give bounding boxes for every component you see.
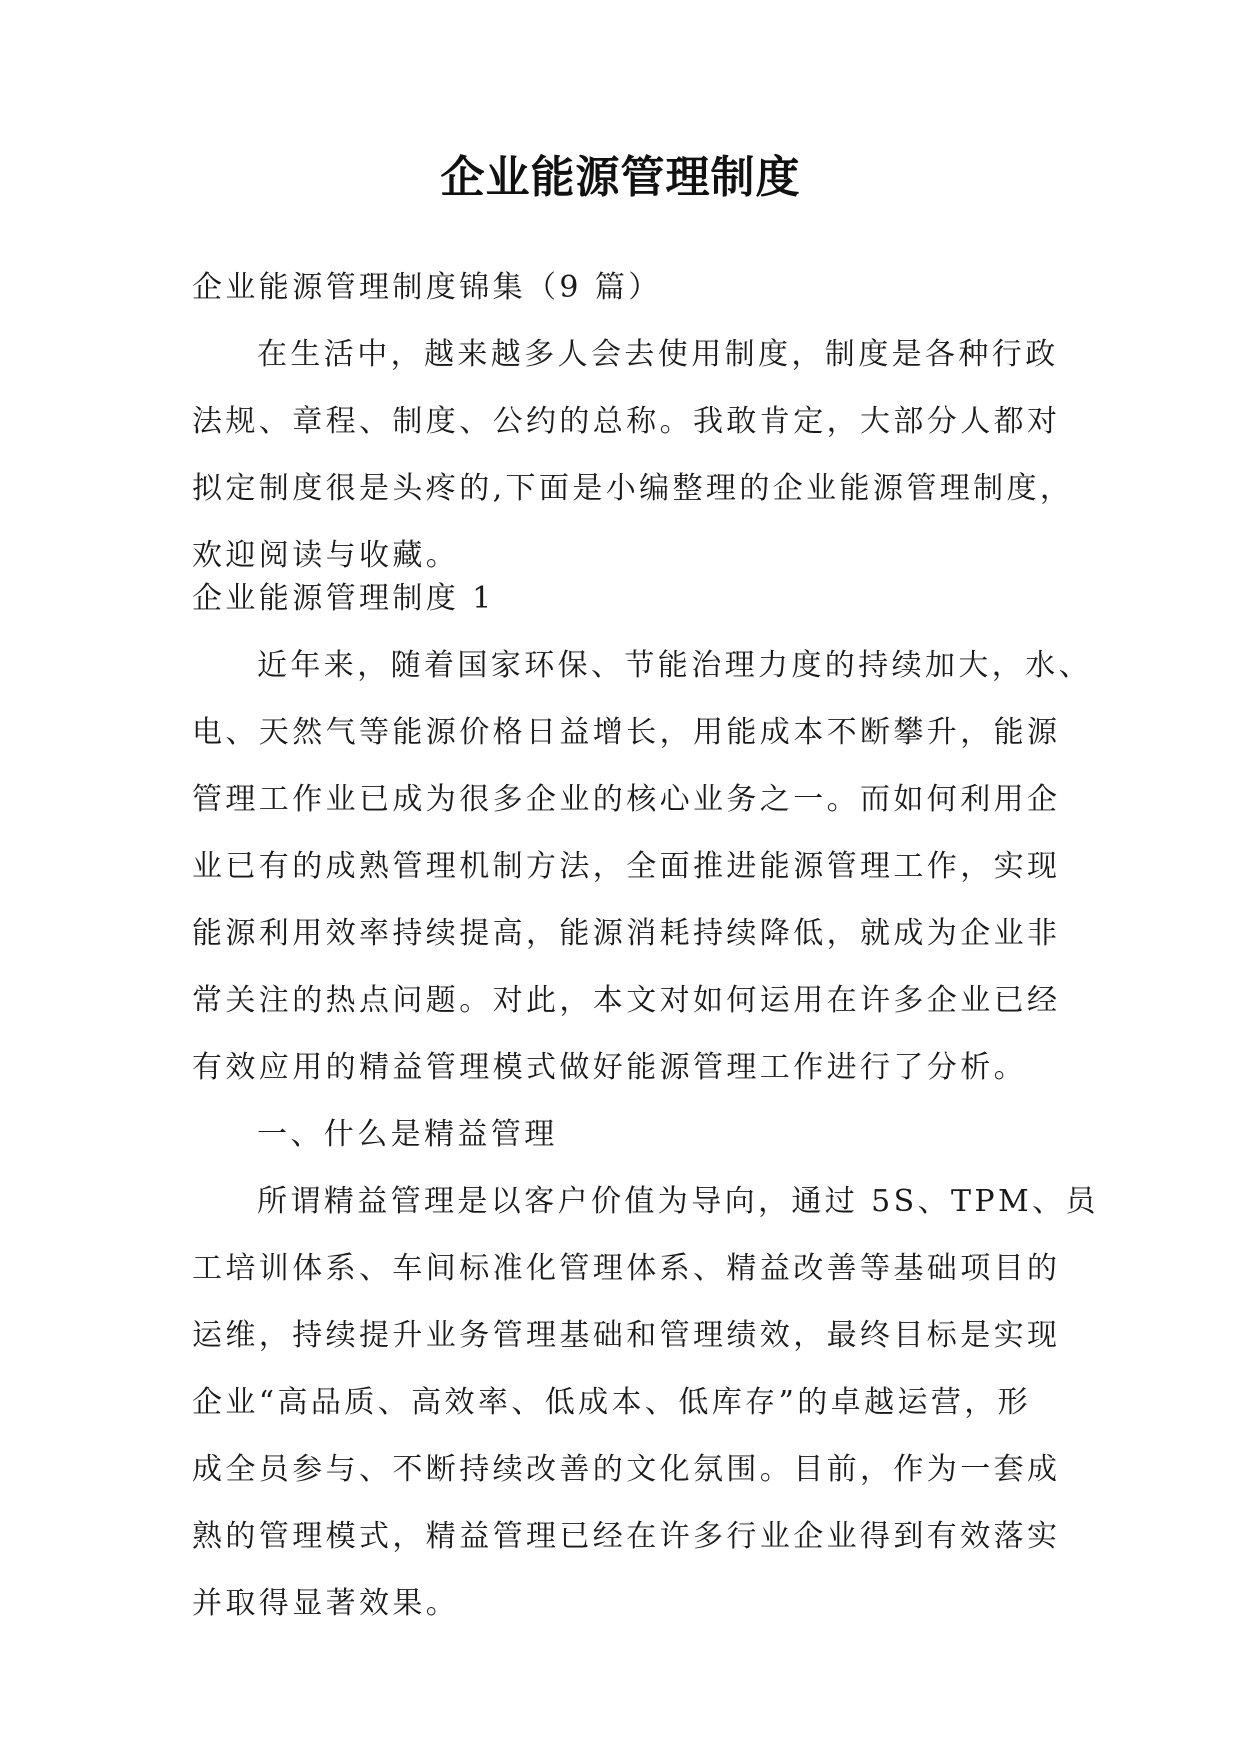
paragraph-line: 成全员参与、不断持续改善的文化氛围。目前，作为一套成 xyxy=(192,1452,1061,1487)
paragraph-line: 企业“高品质、高效率、低成本、低库存”的卓越运营，形 xyxy=(192,1385,1032,1420)
paragraph-line: 能源利用效率持续提高，能源消耗持续降低，就成为企业非 xyxy=(192,916,1061,951)
paragraph-line: 运维，持续提升业务管理基础和管理绩效，最终目标是实现 xyxy=(192,1318,1061,1353)
intro-line: 欢迎阅读与收藏。 xyxy=(192,538,460,573)
paragraph-line: 电、天然气等能源价格日益增长，用能成本不断攀升，能源 xyxy=(192,715,1061,750)
paragraph-line: 常关注的热点问题。对此，本文对如何运用在许多企业已经 xyxy=(192,983,1061,1018)
subheading: 一、什么是精益管理 xyxy=(257,1117,558,1152)
paragraph-line: 近年来，随着国家环保、节能治理力度的持续加大，水、 xyxy=(257,648,1092,683)
intro-line: 法规、章程、制度、公约的总称。我敢肯定，大部分人都对 xyxy=(192,404,1061,439)
paragraph-line: 有效应用的精益管理模式做好能源管理工作进行了分析。 xyxy=(192,1050,1027,1085)
intro-block xyxy=(192,254,1074,589)
paragraph-line: 并取得显著效果。 xyxy=(192,1586,460,1621)
section-1-block xyxy=(192,565,1099,1637)
document-title: 企业能源管理制度 xyxy=(440,152,801,203)
paragraph-line: 工培训体系、车间标准化管理体系、精益改善等基础项目的 xyxy=(192,1251,1061,1286)
intro-line: 拟定制度很是头疼的,下面是小编整理的企业能源管理制度， xyxy=(192,471,1074,506)
paragraph-line: 管理工作业已成为很多企业的核心业务之一。而如何利用企 xyxy=(192,782,1061,817)
paragraph-line: 所谓精益管理是以客户价值为导向，通过 5S、TPM、员 xyxy=(257,1184,1099,1219)
paragraph-line: 熟的管理模式，精益管理已经在许多行业企业得到有效落实 xyxy=(192,1519,1061,1554)
paragraph-line: 业已有的成熟管理机制方法，全面推进能源管理工作，实现 xyxy=(192,849,1061,884)
document-subtitle: 企业能源管理制度锦集（9 篇） xyxy=(192,270,662,305)
section-heading: 企业能源管理制度 1 xyxy=(192,581,495,616)
intro-line: 在生活中，越来越多人会去使用制度，制度是各种行政 xyxy=(257,337,1059,372)
